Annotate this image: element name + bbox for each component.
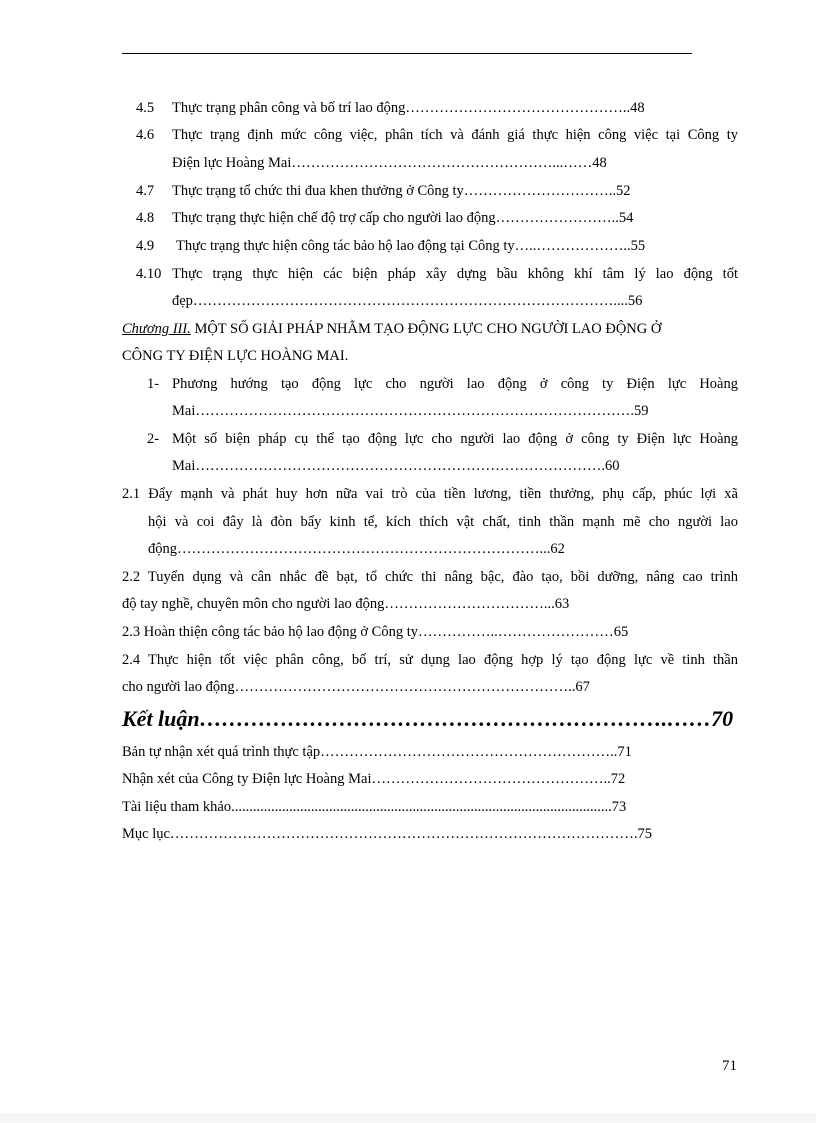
- toc-entry-references: Tài liệu tham khảo.........................................................................................................73: [122, 799, 627, 815]
- toc-number: 2-: [147, 431, 160, 447]
- toc-entry-2-4-cont: cho người lao động……………………………………………………………..67: [122, 679, 590, 695]
- toc-entry-4-6: Thực trạng định mức công việc, phân tích và đánh giá thực hiện công việc tại Công ty: [172, 127, 738, 143]
- toc-entry-2-1-cont2: động…………………………………………………………………...62: [148, 541, 565, 557]
- toc-entry-2-4: 2.4 Thực hiện tốt việc phân công, bố trí, sử dụng lao động hợp lý tạo động lực về tinh thần: [122, 652, 738, 668]
- toc-number: 4.5: [136, 100, 155, 116]
- toc-entry-self-review: Bản tự nhận xét quá trình thực tập……………………………………………………..71: [122, 744, 632, 760]
- toc-entry-2-3: 2.3 Hoàn thiện công tác bảo hộ lao động ở Công ty……………..……………………65: [122, 624, 629, 640]
- toc-entry-4-9: Thực trạng thực hiện công tác bảo hộ lao động tại Công ty…..………………..55: [176, 238, 646, 254]
- toc-number: 4.7: [136, 183, 155, 199]
- toc-number: 4.10: [136, 266, 162, 282]
- toc-entry-c1-cont: Mai……………………………………………………………………………….59: [172, 403, 649, 419]
- toc-entry-2-1: 2.1 Đẩy mạnh và phát huy hơn nữa vai trò của tiền lương, tiền thưởng, phụ cấp, phúc lợi xã: [122, 486, 738, 502]
- chapter-3-title-cont: CÔNG TY ĐIỆN LỰC HOÀNG MAI.: [122, 348, 349, 364]
- chapter-3-label: Chương III.: [122, 321, 191, 337]
- toc-entry-company-review: Nhận xét của Công ty Điện lực Hoàng Mai…………………………………………..72: [122, 771, 626, 787]
- toc-number: 1-: [147, 376, 160, 392]
- toc-entry-2-2-cont: độ tay nghề, chuyên môn cho người lao động……………………………...63: [122, 596, 570, 612]
- toc-entry-c1: Phương hướng tạo động lực cho người lao động ở công ty Điện lực Hoàng: [172, 376, 738, 392]
- toc-entry-4-10: Thực trạng thực hiện các biện pháp xây dựng bầu không khí tâm lý lao động tốt: [172, 266, 738, 282]
- toc-entry-4-10-cont: đẹp……………………………………………………………………………....56: [172, 293, 643, 309]
- toc-number: 4.8: [136, 210, 155, 226]
- toc-entry-2-2: 2.2 Tuyển dụng và cân nhắc đề bạt, tổ chức thi nâng bậc, đào tạo, bồi dưỡng, nâng cao trình: [122, 569, 738, 585]
- toc-entry-4-6-cont: Điện lực Hoàng Mai………………………………………………...……48: [172, 155, 607, 171]
- toc-entry-4-7: Thực trạng tổ chức thi đua khen thưởng ở Công ty…………………………..52: [172, 183, 631, 199]
- toc-entry-c2-cont: Mai………………………………………………………………………….60: [172, 458, 620, 474]
- toc-number: 4.9: [136, 238, 155, 254]
- toc-entry-4-5: Thực trạng phân công và bố trí lao động………………………………………..48: [172, 100, 645, 116]
- toc-entry-c2: Một số biện pháp cụ thể tạo động lực cho người lao động ở công ty Điện lực Hoàng: [172, 431, 738, 447]
- chapter-3-heading: [122, 319, 661, 339]
- toc-entry-2-1-cont: hội và coi đây là đòn bẩy kinh tế, kích thích vật chất, tinh thần mạnh mẽ cho người lao: [148, 514, 738, 530]
- toc-entry-4-8: Thực trạng thực hiện chế độ trợ cấp cho người lao động……………………..54: [172, 210, 634, 226]
- toc-entry-contents: Mục lục…………………………………………………………………………………….75: [122, 826, 653, 842]
- conclusion-heading: Kết luận……………………………………………………….……70: [122, 706, 734, 731]
- page-bottom-edge: [0, 1113, 816, 1123]
- toc-number: 4.6: [136, 127, 155, 143]
- header-rule: [122, 53, 692, 54]
- chapter-3-title: MỘT SỐ GIẢI PHÁP NHẰM TẠO ĐỘNG LỰC CHO NGƯỜI LAO ĐỘNG Ở: [190, 321, 662, 337]
- page-number: 71: [722, 1058, 737, 1074]
